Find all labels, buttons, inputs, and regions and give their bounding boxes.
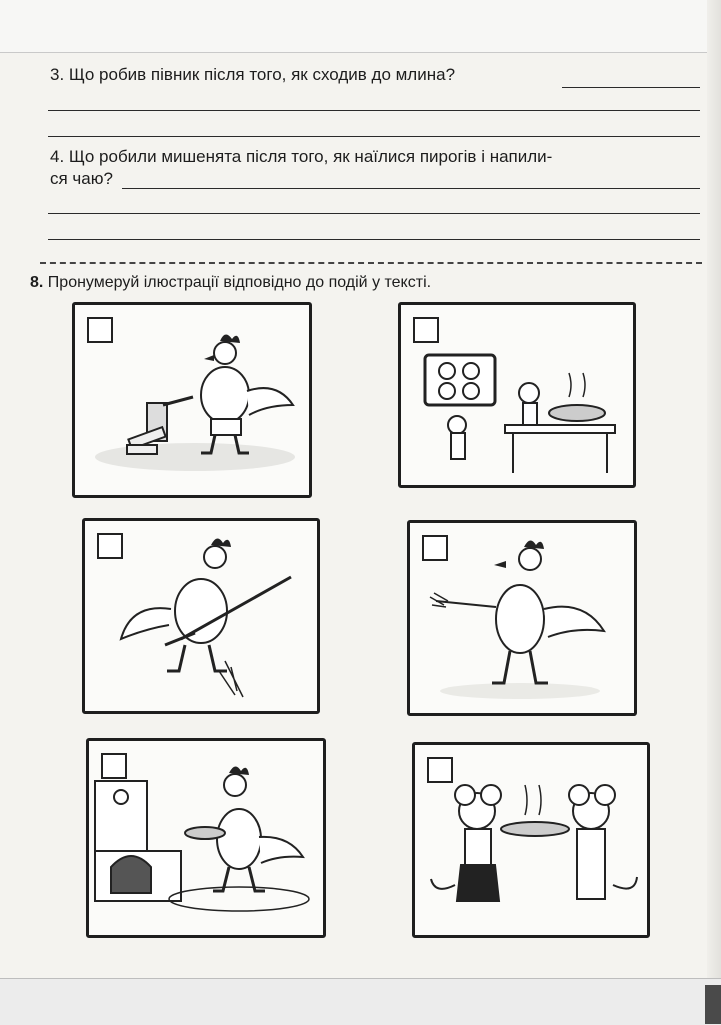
task-8-text: Пронумеруй ілюстрації відповідно до подій у тексті. (47, 274, 432, 291)
answer-line-q4-inline[interactable] (122, 188, 700, 189)
task-8-number: 8. (30, 274, 44, 291)
question-3 (50, 62, 455, 88)
illustration-mice-at-oven-table (398, 302, 636, 488)
page-corner-tab (705, 985, 721, 1024)
rooster-threshing-wheat-drawing (85, 521, 317, 711)
question-4 (50, 144, 552, 170)
illustration-rooster-chopping-wood (72, 302, 312, 498)
illustration-rooster-threshing-wheat (82, 518, 320, 714)
illustration-rooster-holding-wheat (407, 520, 637, 716)
question-4-number: 4. (50, 147, 65, 166)
illustration-mice-carrying-pies (412, 742, 650, 938)
task-8-heading (30, 272, 431, 294)
question-4-text-line2: ся чаю? (50, 169, 113, 188)
rooster-chopping-wood-drawing (75, 305, 309, 495)
illustration-rooster-carrying-pies (86, 738, 326, 938)
mice-at-oven-table-drawing (401, 305, 633, 485)
rooster-holding-wheat-drawing (410, 523, 634, 713)
question-4-line2 (50, 166, 113, 192)
answer-line-q3-2[interactable] (48, 136, 700, 137)
answer-line-q3-inline[interactable] (562, 87, 700, 88)
question-3-text: Що робив півник після того, як сходив до млина? (68, 65, 456, 84)
answer-line-q4-2[interactable] (48, 239, 700, 240)
mice-carrying-pies-drawing (415, 745, 647, 935)
question-4-text-line1: Що робили мишенята після того, як наїлися пирогів і напили- (68, 147, 553, 166)
section-divider (40, 262, 702, 264)
page-top-edge (0, 0, 721, 53)
question-3-number: 3. (50, 65, 65, 84)
answer-line-q4-1[interactable] (48, 213, 700, 214)
rooster-carrying-pies-drawing (89, 741, 323, 935)
page-right-edge (707, 0, 721, 978)
answer-line-q3-1[interactable] (48, 110, 700, 111)
page-bottom-edge (0, 978, 721, 1025)
